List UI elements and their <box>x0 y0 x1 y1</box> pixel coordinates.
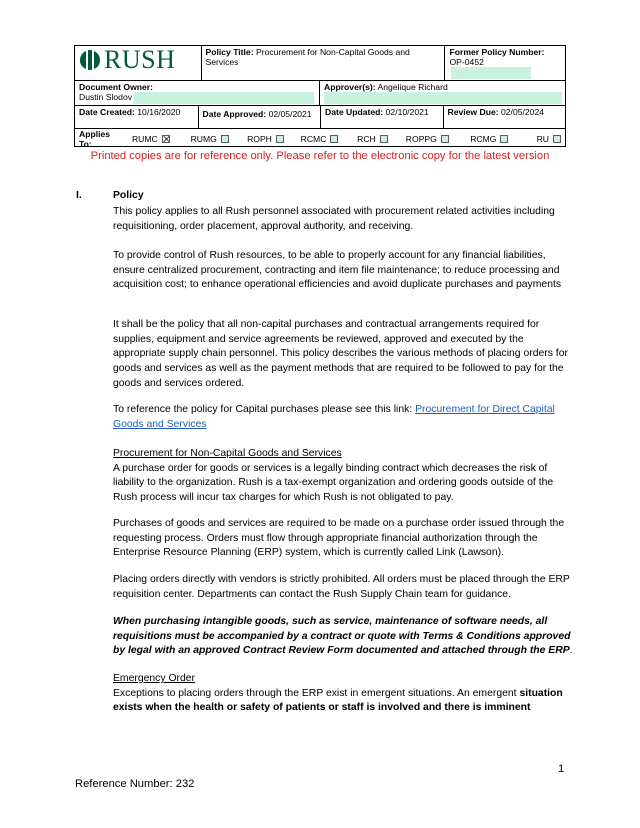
rush-logo <box>75 46 201 74</box>
former-policy-fill <box>451 67 531 79</box>
paragraph-emergency <box>113 687 573 716</box>
checkbox-icon[interactable] <box>380 135 388 143</box>
applies-to-option <box>132 134 183 144</box>
applies-to-option <box>247 134 301 144</box>
policy-subsection <box>113 447 573 506</box>
review-due-value: 02/05/2024 <box>501 107 545 117</box>
approver-field <box>319 81 565 105</box>
applies-to-option <box>406 134 464 144</box>
option-label: RU <box>536 134 550 144</box>
applies-to-option <box>191 134 247 144</box>
header-row-applies <box>74 128 566 147</box>
reference-number: Reference Number: 232 <box>75 778 195 790</box>
emergency-text: Exceptions to placing orders through the ERP exist in emergent situations. An emergent <box>113 687 520 699</box>
review-due-label: Review Due: <box>447 107 499 117</box>
option-label: RCMC <box>300 134 327 144</box>
option-label: RCH <box>357 134 376 144</box>
checkbox-icon[interactable] <box>441 135 449 143</box>
paragraph-scope: This policy applies to all Rush personnel associated with procurement related activities including requisitioning, order placement, approval authority, and receiving. <box>113 206 555 232</box>
document-owner-field <box>75 81 319 105</box>
checkbox-icon[interactable] <box>330 135 338 143</box>
date-updated-field <box>320 106 443 128</box>
header-row-dates <box>74 105 566 128</box>
checkbox-icon[interactable] <box>553 135 561 143</box>
option-label: RUMG <box>190 134 217 144</box>
section-title: Policy <box>113 190 144 201</box>
emergency-bold-text: situation exists when the health or safety of patients or staff is involved and there is imminent <box>113 687 563 714</box>
policy-header-table <box>74 45 566 147</box>
date-approved-value: 02/05/2021 <box>268 109 312 119</box>
applies-to-option <box>537 134 561 144</box>
paragraph-capital-reference <box>113 403 573 432</box>
policy-paragraph <box>113 205 573 234</box>
applies-to-option <box>301 134 357 144</box>
applies-to-option <box>357 134 406 144</box>
paragraph-policy-statement: It shall be the policy that all non-capital purchases and contractual arrangements required for supplies, equipment and service agreements be reviewed, approved and executed by the appropriate supply chain personnel. This policy describes the various methods of placing orders for goods and services as well as the payment methods that are required to be followed to pay for the goods and services ordered. <box>113 319 568 389</box>
checkbox-icon[interactable] <box>221 135 229 143</box>
policy-paragraph <box>113 403 573 432</box>
policy-paragraph <box>113 615 573 659</box>
option-label: RCMG <box>470 134 497 144</box>
policy-subsection <box>113 672 573 716</box>
review-due-field <box>443 106 566 128</box>
date-approved-field <box>198 106 321 128</box>
policy-paragraph <box>113 573 573 602</box>
checkbox-icon[interactable] <box>500 135 508 143</box>
paragraph-direct-orders: Placing orders directly with vendors is strictly prohibited. All orders must be placed through the ERP requisition center. Departments can contact the Rush Supply Chain team for guidance. <box>113 574 570 600</box>
checkbox-checked-icon[interactable] <box>162 135 170 143</box>
date-updated-value: 02/10/2021 <box>385 107 429 117</box>
page-number: 1 <box>558 763 565 775</box>
owner-fill <box>134 92 314 104</box>
policy-title-label: Policy Title: <box>205 47 254 57</box>
date-created-label: Date Created: <box>79 107 135 117</box>
date-created-field <box>75 106 198 128</box>
document-owner-value: Dustin Slodov <box>79 92 133 102</box>
intangible-goods-text: When purchasing intangible goods, such as service, maintenance of software needs, all requisitions must be accompanied by a contract or quote with Terms & Conditions approved by legal with an approved Contract Review Form documented and attached through the ERP <box>113 616 571 657</box>
approver-value: Angelique Richard <box>377 82 448 92</box>
approver-fill <box>324 92 562 104</box>
logo-wordmark: RUSH <box>104 45 176 74</box>
subsection-heading-emergency: Emergency Order <box>113 673 195 684</box>
date-updated-label: Date Updated: <box>325 107 384 117</box>
applies-to-field <box>75 129 565 149</box>
former-policy-value: OP-0452 <box>449 57 484 67</box>
option-label: ROPPG <box>405 134 437 144</box>
paragraph-intangible-goods <box>113 615 573 659</box>
capital-reference-text: To reference the policy for Capital purchases please see this link: <box>113 404 416 415</box>
policy-paragraph <box>113 249 573 293</box>
former-policy-field <box>444 46 565 80</box>
section-number: I. <box>76 190 82 201</box>
approver-label: Approver(s): <box>324 82 376 92</box>
printed-copy-notice: Printed copies are for reference only. Please refer to the electronic copy for the latest version <box>90 150 550 162</box>
policy-paragraph <box>113 318 573 392</box>
header-row-owner <box>74 80 566 105</box>
date-created-value: 10/16/2020 <box>137 107 181 117</box>
intangible-goods-end: . <box>569 645 573 657</box>
former-policy-label: Former Policy Number: <box>449 47 545 57</box>
applies-to-label: Applies To: <box>79 129 111 149</box>
date-approved-label: Date Approved: <box>202 109 267 119</box>
header-row-title <box>74 45 566 80</box>
paragraph-purpose: To provide control of Rush resources, to be able to properly account for any financial liabilities, ensure centralized procurement, contracting and item file maintenance; to reduce processing and acquisition cost; to enhance operational efficiencies and avoid duplicate purchases and payments <box>113 250 562 291</box>
rush-logo-icon <box>79 48 101 72</box>
policy-title-field <box>201 46 445 80</box>
checkbox-icon[interactable] <box>276 135 284 143</box>
policy-title-value: Procurement for Non-Capital Goods and Services <box>205 47 410 67</box>
policy-paragraph <box>113 517 573 561</box>
paragraph-noncapital: A purchase order for goods or services is a legally binding contract which decreases the risk of liability to the organization. Rush is a tax-exempt organization and ordering goods outside of the Rush process will incur tax charges for which Rush is not obligated to pay. <box>113 462 554 504</box>
option-label: ROPH <box>247 134 272 144</box>
subsection-heading-noncapital: Procurement for Non-Capital Goods and Services <box>113 448 342 459</box>
document-owner-label: Document Owner: <box>79 82 154 92</box>
capital-policy-link[interactable]: Procurement for Direct Capital Goods and Services <box>113 404 555 430</box>
paragraph-purchase-orders: Purchases of goods and services are required to be made on a purchase order issued through the requesting process. Orders must flow through appropriate financial authorization through the Enterprise Resource Planning (ERP) system, which is currently called Link (Lawson). <box>113 518 565 559</box>
applies-to-option <box>470 134 530 144</box>
option-label: RUMC <box>131 134 158 144</box>
